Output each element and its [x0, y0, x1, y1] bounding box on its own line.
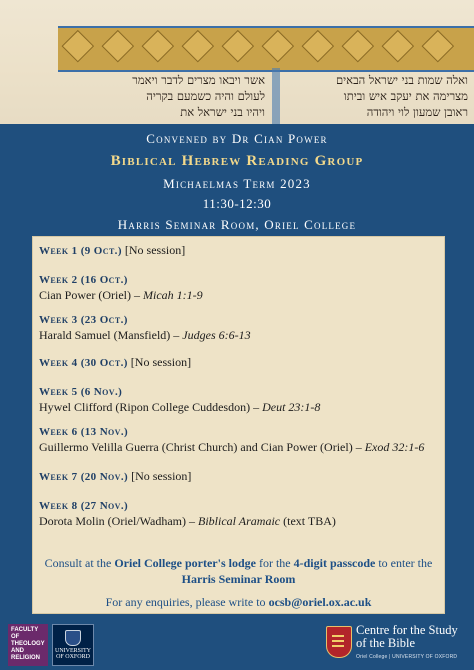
manuscript-ornament-band: [58, 26, 474, 72]
diamond-pattern-icon: [58, 28, 474, 70]
notice-text: to enter the: [375, 556, 433, 570]
week-reading: Deut 23:1-8: [262, 400, 321, 414]
week-reading: Judges 6:6-13: [182, 328, 251, 342]
week-tail: (text TBA): [280, 514, 336, 528]
contact-email-link[interactable]: ocsb@oriel.ox.ac.uk: [268, 595, 372, 609]
week-text: Cian Power (Oriel) –: [39, 288, 143, 302]
week-entry: [39, 469, 438, 485]
manuscript-column-divider: [272, 68, 280, 124]
venue-line: Harris Seminar Room, Oriel College: [117, 217, 357, 232]
week-text: [No session]: [131, 469, 192, 483]
week-entry: [39, 499, 438, 529]
week-entry: [39, 313, 438, 343]
enquiry-line: [41, 595, 436, 610]
enquiry-text: For any enquiries, please write to: [105, 595, 269, 609]
week-label: Week 3 (23 Oct.): [39, 314, 128, 326]
week-label: Week 1 (9 Oct.): [39, 245, 122, 257]
week-label: Week 5 (6 Nov.): [39, 386, 123, 398]
event-title: Biblical Hebrew Reading Group: [110, 153, 364, 169]
week-text: [No session]: [130, 355, 192, 369]
notice-text: Consult at the: [44, 556, 115, 570]
week-entry: [39, 355, 438, 371]
week-entry: [39, 385, 438, 415]
week-entry: [39, 425, 438, 455]
oxford-logo-text: UNIVERSITY OF OXFORD: [55, 648, 91, 660]
centre-subtitle: Oriel College | UNIVERSITY OF OXFORD: [356, 654, 458, 660]
week-reading: Micah 1:1-9: [142, 288, 203, 302]
term-line: Michaelmas Term 2023: [163, 176, 311, 191]
seminar-room: Harris Seminar Room: [181, 572, 296, 586]
centre-title: Centre for the Study of the Bible: [356, 623, 458, 650]
oxford-crest-icon: [65, 630, 81, 646]
time-line: 11:30-12:30: [202, 196, 272, 211]
convener-line: Convened by Dr Cian Power: [146, 131, 328, 146]
week-text: Dorota Molin (Oriel/Wadham) –: [39, 514, 198, 528]
week-text: Hywel Clifford (Ripon College Cuddesdon) –: [39, 400, 263, 414]
hebrew-text-left: אשר ויבאו מצרים לדבר ויאמר לעולם והיה כשמעם בקריה ויהיו בני ישראל את: [132, 73, 265, 119]
week-text: Guillermo Velilla Guerra (Christ Church) and Cian Power (Oriel) –: [39, 440, 365, 454]
oriel-shield-icon: [326, 626, 352, 658]
hebrew-text-right: ואלה שמות בני ישראל הבאים מצרימה את יעקב איש וביתו ראובן שמעון לוי ויהודה: [335, 73, 468, 119]
oxford-logo: [52, 624, 94, 666]
event-heading: [0, 127, 474, 233]
faculty-theology-logo: FACULTY OF THEOLOGY AND RELIGION: [8, 624, 48, 666]
schedule-panel: [32, 236, 445, 614]
week-text: Harald Samuel (Mansfield) –: [39, 328, 183, 342]
week-label: Week 8 (27 Nov.): [39, 500, 129, 512]
week-text: [No session]: [124, 243, 186, 257]
porters-lodge: Oriel College porter's lodge: [114, 556, 256, 570]
week-reading: Biblical Aramaic: [198, 514, 281, 528]
week-label: Week 2 (16 Oct.): [39, 274, 128, 286]
centre-logo: [326, 623, 466, 664]
week-entry: [39, 243, 438, 259]
week-label: Week 6 (13 Nov.): [39, 426, 129, 438]
week-label: Week 4 (30 Oct.): [39, 357, 128, 369]
manuscript-image: [0, 0, 474, 124]
week-reading: Exod 32:1-6: [364, 440, 425, 454]
notice-text: for the: [255, 556, 294, 570]
week-entry: [39, 273, 438, 303]
passcode-notice: [41, 555, 436, 587]
passcode-text: 4-digit passcode: [293, 556, 376, 570]
week-label: Week 7 (20 Nov.): [39, 471, 129, 483]
